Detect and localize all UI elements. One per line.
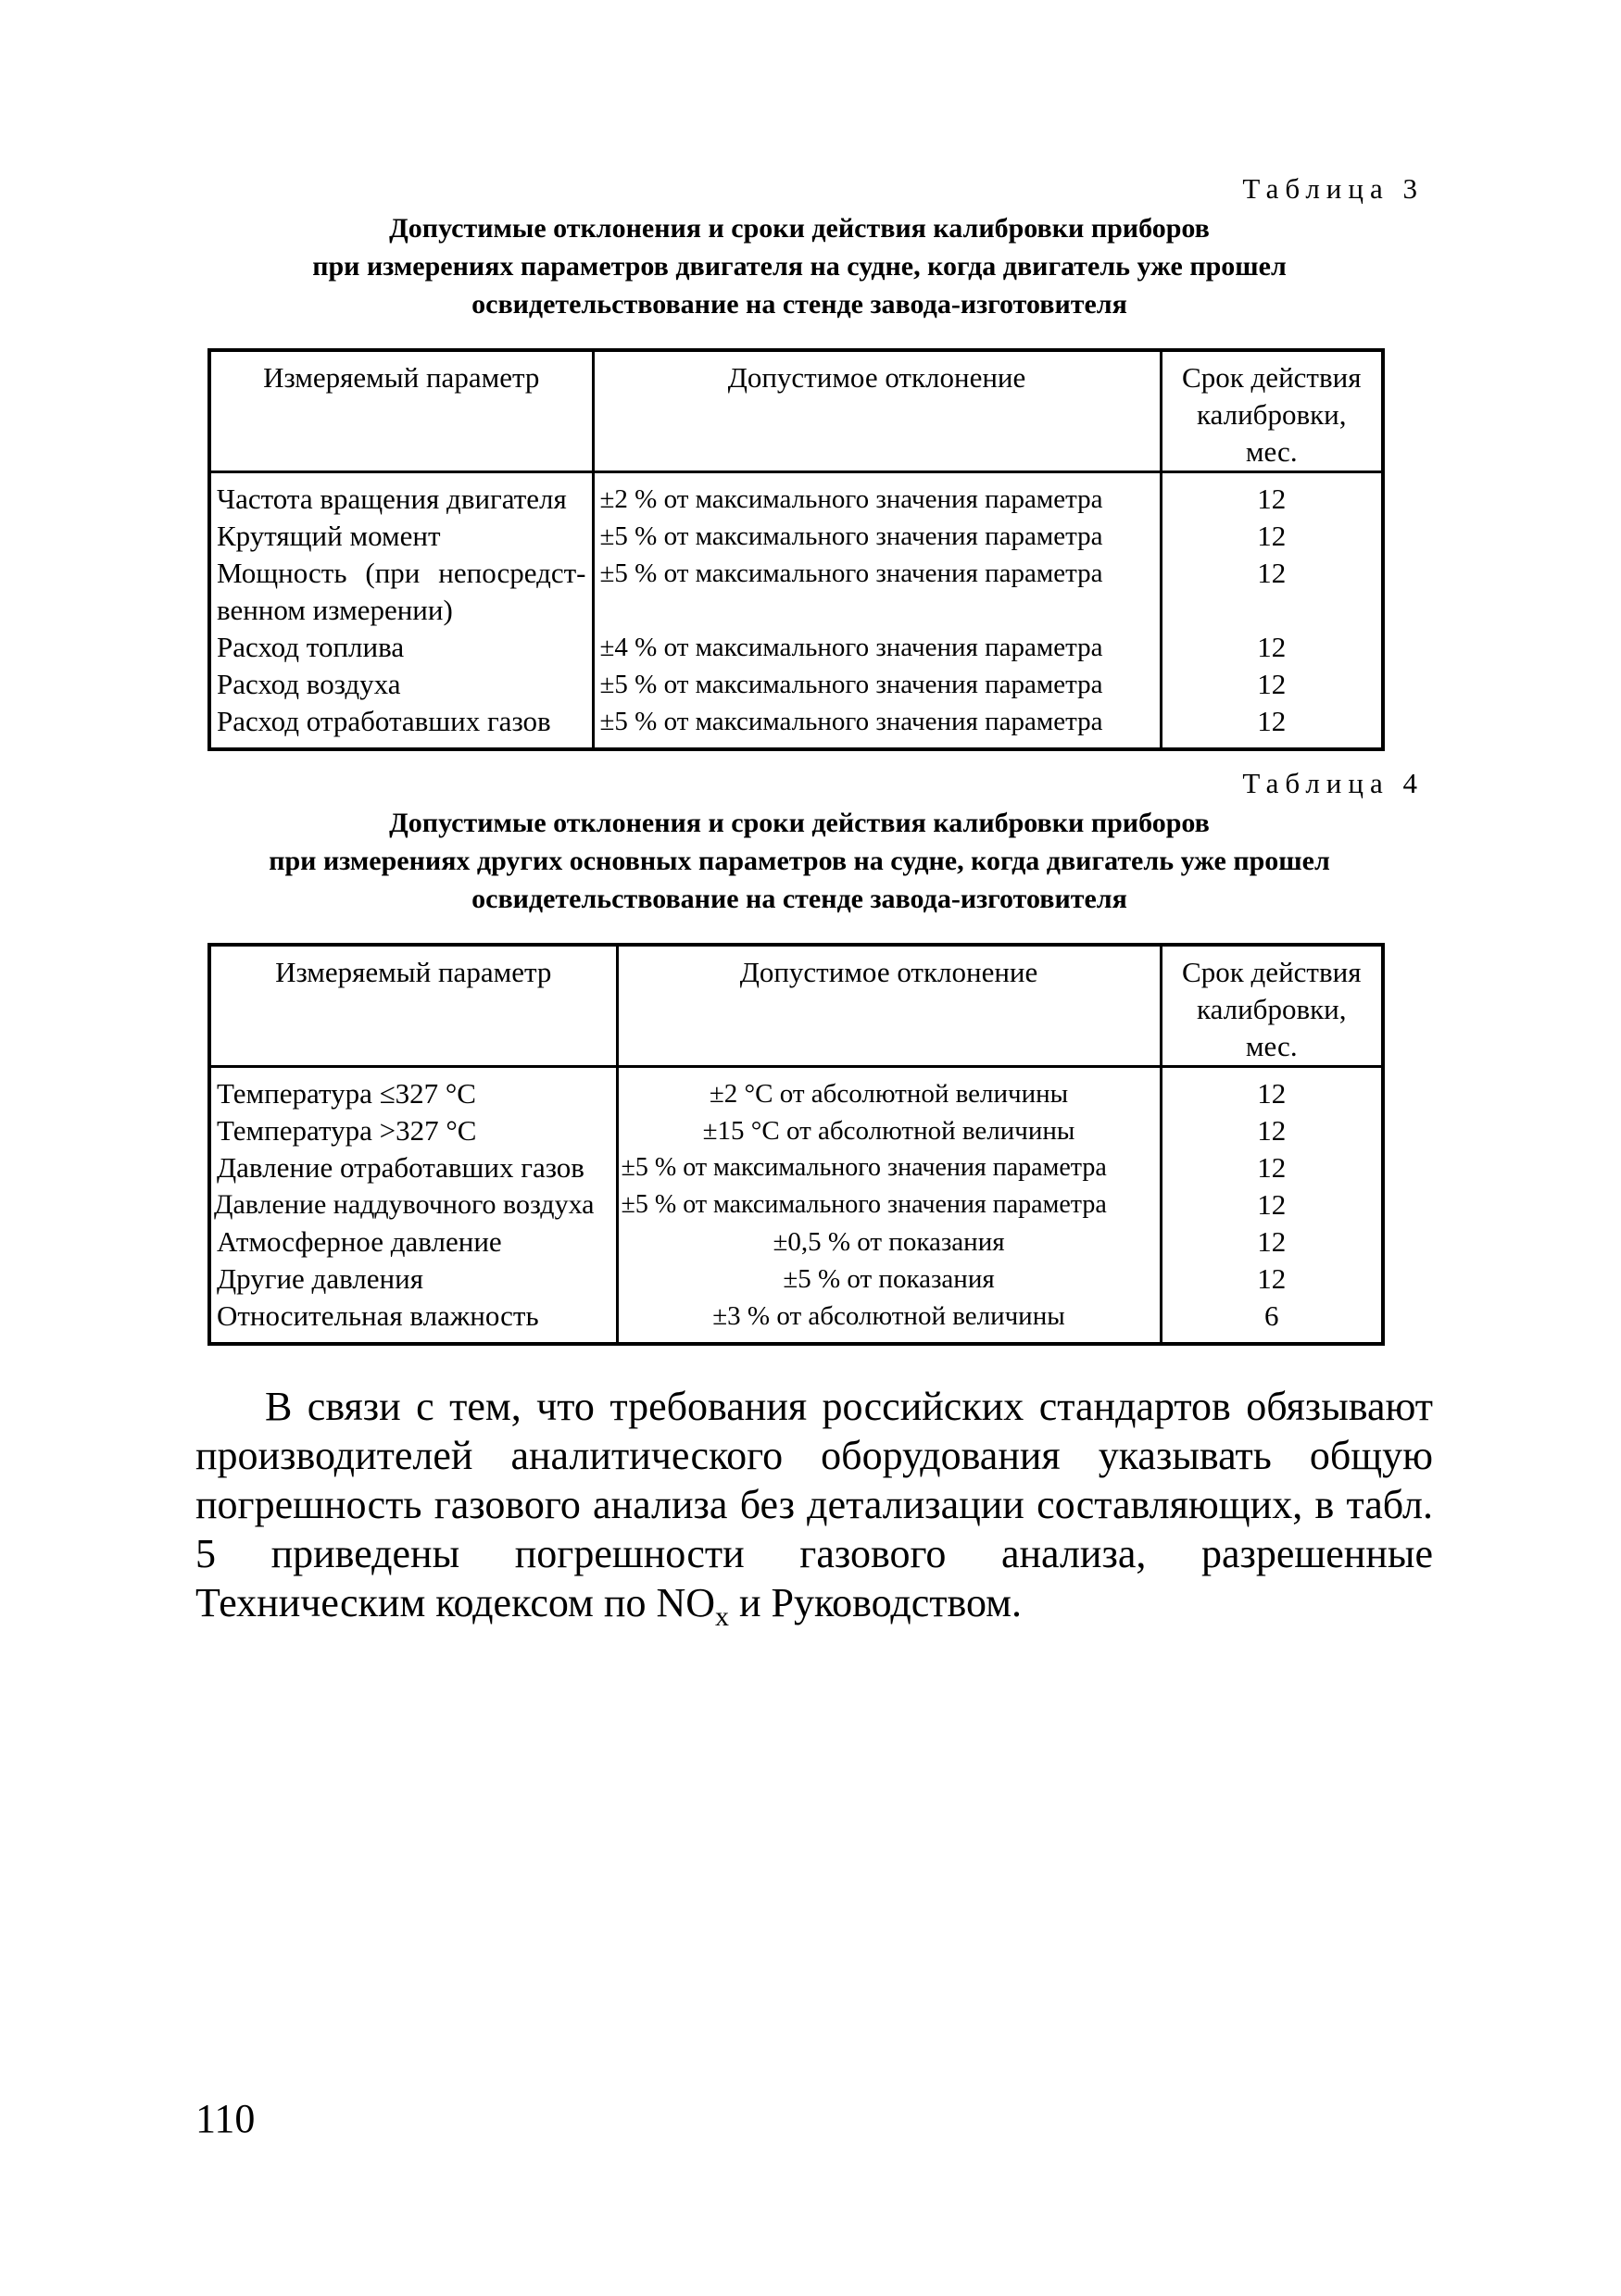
table-row [209,518,1383,555]
caption-line: освидетельствование на стенде завода-изготовителя [471,289,1127,320]
param-cell: Относительная влажность [209,1298,617,1344]
deviation-cell: ±5 % от максимального значения параметра [593,703,1161,749]
deviation-cell: ±5 % от показания [617,1261,1161,1298]
deviation-cell: ±3 % от абсолютной величины [617,1298,1161,1344]
months-cell: 12 [1161,472,1383,519]
deviation-cell: ±4 % от максимального значения параметра [593,629,1161,666]
caption-line: Допустимые отклонения и сроки действия калибровки приборов [389,808,1210,838]
deviation-cell: ±5 % от максимального значения параметра [617,1186,1161,1223]
table3-caption [167,209,1432,323]
table-row [209,555,1383,629]
deviation-cell: ±2 °С от абсолютной величины [617,1067,1161,1113]
deviation-cell: ±5 % от максимального значения параметра [593,666,1161,703]
caption-line: освидетельствование на стенде завода-изготовителя [471,884,1127,914]
header-calibration-period: Срок действия калибровки, мес. [1161,350,1383,472]
param-cell: Давление отработавших газов [209,1149,617,1186]
param-cell: Температура ≤327 °С [209,1067,617,1113]
months-cell: 12 [1161,1112,1383,1149]
caption-line: при измерениях параметров двигателя на судне, когда двигатель уже прошел [312,251,1287,282]
deviation-cell: ±5 % от максимального значения параметра [617,1149,1161,1186]
table-row [209,703,1383,749]
months-cell: 12 [1161,1149,1383,1186]
deviation-cell: ±0,5 % от показания [617,1223,1161,1261]
paragraph-text-end: и Руководством. [729,1580,1022,1625]
table-row [209,666,1383,703]
param-cell: Другие давления [209,1261,617,1298]
months-cell: 12 [1161,1186,1383,1223]
months-cell: 12 [1161,555,1383,629]
months-cell: 12 [1161,518,1383,555]
param-cell: Давление наддувочного воздуха [209,1186,617,1223]
caption-line: при измерениях других основных параметров на судне, когда двигатель уже прошел [269,846,1330,876]
table-row [209,1149,1383,1186]
param-cell: Атмосферное давление [209,1223,617,1261]
table-row [209,1223,1383,1261]
param-cell: Мощность (при непосредст-венном измерении) [209,555,593,629]
table-row [209,1186,1383,1223]
header-parameter: Измеряемый параметр [209,350,593,472]
table-row [209,1067,1383,1113]
months-cell: 12 [1161,1067,1383,1113]
header-deviation: Допустимое отклонение [617,945,1161,1067]
param-cell: Температура >327 °С [209,1112,617,1149]
months-cell: 12 [1161,629,1383,666]
caption-line: Допустимые отклонения и сроки действия калибровки приборов [389,213,1210,244]
deviation-cell: ±15 °С от абсолютной величины [617,1112,1161,1149]
table4-caption [167,804,1432,918]
months-cell: 12 [1161,1223,1383,1261]
header-deviation: Допустимое отклонение [593,350,1161,472]
months-cell: 6 [1161,1298,1383,1344]
body-paragraph [195,1382,1433,1641]
table-row [209,1261,1383,1298]
subscript-x: x [715,1600,729,1632]
table-row [209,1112,1383,1149]
months-cell: 12 [1161,666,1383,703]
table3 [207,348,1385,751]
header-parameter: Измеряемый параметр [209,945,617,1067]
header-calibration-period: Срок действия калибровки, мес. [1161,945,1383,1067]
table-row [209,629,1383,666]
param-cell: Крутящий момент [209,518,593,555]
param-cell: Частота вращения двигателя [209,472,593,519]
paragraph-text: В связи с тем, что требования российских стандартов обязывают производителей аналитического оборудования указывать общую погрешность газового анализа без детализации составляющих, в табл. 5 приведены погрешности газового анализа, разрешенные Техническим кодексом по NO [195,1384,1433,1625]
table4 [207,943,1385,1346]
param-cell: Расход отработавших газов [209,703,593,749]
param-cell: Расход воздуха [209,666,593,703]
table-row [209,472,1383,519]
months-cell: 12 [1161,703,1383,749]
deviation-cell: ±5 % от максимального значения параметра [593,555,1161,629]
param-cell: Расход топлива [209,629,593,666]
deviation-cell: ±5 % от максимального значения параметра [593,518,1161,555]
table-row [209,1298,1383,1344]
page-number: 110 [195,2096,256,2141]
table4-label: Таблица 4 [1242,767,1424,799]
deviation-cell: ±2 % от максимального значения параметра [593,472,1161,519]
months-cell: 12 [1161,1261,1383,1298]
table3-label: Таблица 3 [1242,172,1424,205]
